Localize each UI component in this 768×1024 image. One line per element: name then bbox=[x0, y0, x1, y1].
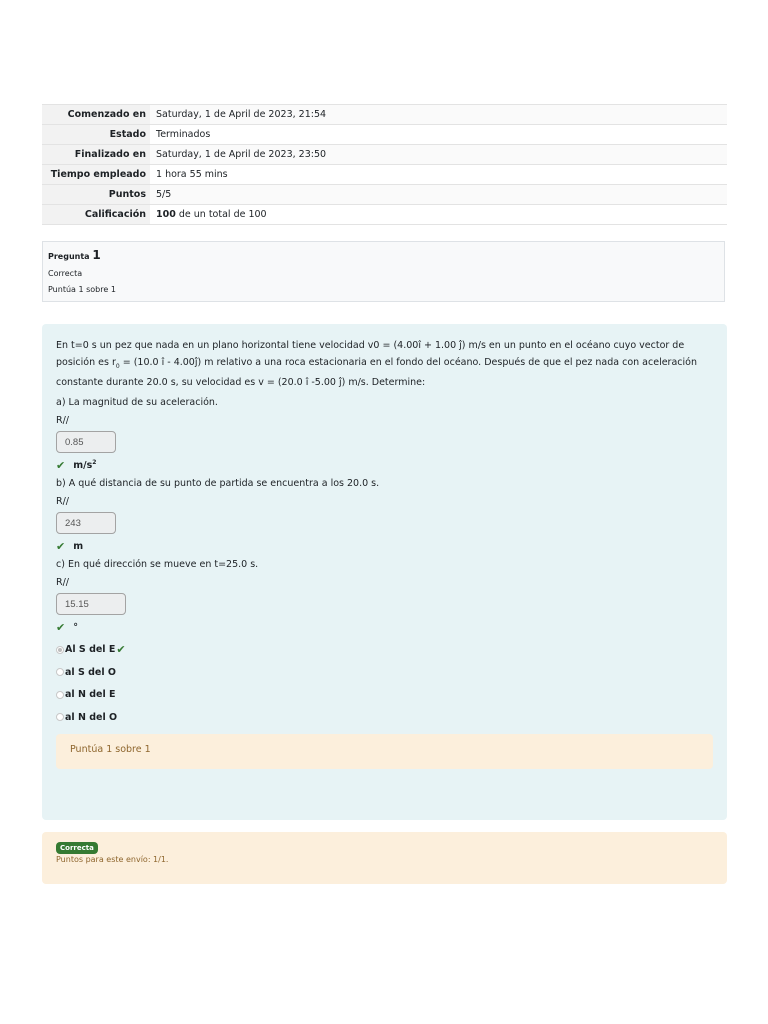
summary-row-time bbox=[42, 165, 727, 185]
answer-b-input[interactable] bbox=[56, 512, 116, 534]
radio-icon[interactable] bbox=[56, 668, 64, 676]
status-badge: Correcta bbox=[56, 842, 98, 854]
radio-icon[interactable] bbox=[56, 691, 64, 699]
summary-label: Comenzado en bbox=[42, 105, 150, 125]
radio-icon[interactable] bbox=[56, 713, 64, 721]
summary-label: Puntos bbox=[42, 185, 150, 205]
summary-row-finished bbox=[42, 145, 727, 165]
check-icon: ✔ bbox=[56, 539, 66, 553]
check-icon: ✔ bbox=[116, 643, 126, 657]
summary-label: Tiempo empleado bbox=[42, 165, 150, 185]
answer-b-feedback bbox=[56, 537, 713, 555]
unit-b: m bbox=[73, 540, 84, 552]
part-grade-box bbox=[56, 734, 713, 769]
part-a-prompt: a) La magnitud de su aceleración. bbox=[56, 397, 218, 409]
part-c-prompt: c) En qué dirección se mueve en t=25.0 s. bbox=[56, 559, 259, 571]
direction-options bbox=[56, 638, 713, 728]
part-grade-text: Puntúa 1 sobre 1 bbox=[70, 744, 151, 756]
option-al-n-del-e[interactable]: al N del E bbox=[56, 683, 713, 706]
part-b-prompt: b) A qué distancia de su punto de partida se encuentra a los 20.0 s. bbox=[56, 478, 380, 490]
question-content bbox=[42, 324, 727, 820]
question-info-panel bbox=[42, 241, 725, 302]
summary-row-grade bbox=[42, 205, 727, 225]
answer-prefix: R// bbox=[56, 495, 70, 507]
question-number-value: 1 bbox=[92, 248, 101, 262]
attempt-summary-table bbox=[42, 104, 727, 225]
unit-c: ° bbox=[73, 621, 78, 633]
answer-prefix: R// bbox=[56, 414, 70, 426]
question-text: En t=0 s un pez que nada en un plano horizontal tiene velocidad v0 = (4.00î + 1.00 ĵ) m/s en un punto en el océano cuyo vector de posición es $r_0 = (10.0$ î - 4.00ĵ) m relativo a una roca estacionaria en el fondo del océano. Después de que el pez nada con aceleración constante durante 20.0 s, su velocidad es v = (20.0 î -5.00 ĵ) m/s. Determine: bbox=[56, 340, 697, 388]
summary-row-state bbox=[42, 125, 727, 145]
summary-label: Estado bbox=[42, 125, 150, 145]
question-state: Correcta bbox=[48, 269, 83, 278]
question-grade: Puntúa 1 sobre 1 bbox=[48, 285, 116, 294]
answer-a-feedback bbox=[56, 456, 713, 474]
question-label: Pregunta bbox=[48, 252, 90, 261]
answer-prefix: R// bbox=[56, 576, 70, 588]
summary-row-started bbox=[42, 105, 727, 125]
grade-total: de un total de 100 bbox=[175, 209, 267, 220]
answer-c-input[interactable] bbox=[56, 593, 126, 615]
check-icon: ✔ bbox=[56, 458, 66, 472]
option-al-s-del-e[interactable]: Al S del E ✔ bbox=[56, 638, 713, 661]
summary-value: Terminados bbox=[150, 125, 727, 145]
points-text: Puntos para este envío: 1/1. bbox=[56, 855, 169, 864]
outcome-panel bbox=[42, 832, 727, 884]
summary-value: 1 hora 55 mins bbox=[150, 165, 727, 185]
answer-a-input[interactable] bbox=[56, 431, 116, 453]
summary-value bbox=[150, 205, 727, 225]
summary-label: Finalizado en bbox=[42, 145, 150, 165]
grade-value: 100 bbox=[156, 209, 176, 220]
summary-value: 5/5 bbox=[150, 185, 727, 205]
answer-c-feedback bbox=[56, 618, 713, 636]
option-al-n-del-o[interactable]: al N del O bbox=[56, 706, 713, 729]
summary-value: Saturday, 1 de April de 2023, 23:50 bbox=[150, 145, 727, 165]
question-number bbox=[48, 248, 719, 262]
unit-a: $m/s^2$ bbox=[73, 459, 97, 472]
option-al-s-del-o[interactable]: al S del O bbox=[56, 661, 713, 684]
summary-label: Calificación bbox=[42, 205, 150, 225]
check-icon: ✔ bbox=[56, 620, 66, 634]
radio-icon[interactable] bbox=[56, 646, 64, 654]
summary-row-points bbox=[42, 185, 727, 205]
summary-value: Saturday, 1 de April de 2023, 21:54 bbox=[150, 105, 727, 125]
